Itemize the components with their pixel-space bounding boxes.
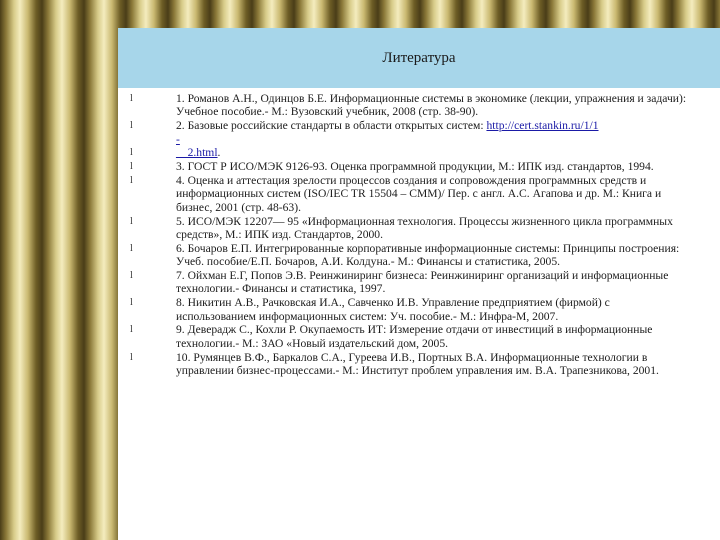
page-title: Литература — [382, 50, 456, 66]
list-item — [130, 92, 690, 119]
reference-text: 9. Деверадж С., Кохли Р. Окупаемость ИТ: Измерение отдачи от инвестиций в информационные технологии.- М.: ЗАО «Новый издательский дом, 2005. — [176, 323, 653, 350]
reference-text: 6. Бочаров Е.П. Интегрированные корпоративные информационные системы: Принципы построения: Учеб. пособие/Е.П. Бочаров, А.И. Колдуна.- М.: Финансы и статистика, 2005. — [176, 241, 680, 269]
list-item — [130, 351, 690, 378]
bullet-icon: l — [130, 297, 133, 309]
reference-link[interactable]: __2.html — [176, 146, 218, 160]
bullet-icon: l — [130, 175, 133, 186]
bullet-icon: l — [130, 161, 133, 173]
bullet-icon: l — [130, 242, 133, 254]
list-item — [130, 146, 690, 159]
reference-suffix: . — [217, 146, 221, 160]
reference-text: 10. Румянцев В.Ф., Баркалов С.А., Гуреева И.В., Портных В.А. Информационные технологии в управлении бизнес-процессами.- М.: Институт проблем управления им. В.А. Трапезникова, 2001. — [176, 350, 659, 378]
reference-text: 5. ИСО/МЭК 12207— 95 «Информационная технология. Процессы жизненного цикла программных средств», М.: ИПК изд. Стандартов, 2000. — [176, 214, 673, 242]
bullet-icon: l — [130, 93, 133, 104]
list-item — [130, 269, 690, 296]
list-item — [130, 296, 690, 323]
reference-link-continuation[interactable]: - — [176, 132, 180, 146]
bullet-icon: l — [130, 324, 133, 336]
list-item — [130, 323, 690, 350]
list-item — [130, 160, 690, 173]
reference-text: 7. Ойхман Е.Г, Попов Э.В. Реинжиниринг бизнеса: Реинжиниринг организаций и информационные технологии.- Финансы и статистика, 1997. — [176, 269, 669, 296]
reference-link[interactable]: http://cert.stankin.ru/1/1 — [486, 119, 599, 133]
list-item — [130, 242, 690, 269]
list-item — [130, 174, 690, 214]
bullet-icon: l — [130, 215, 133, 227]
reference-text: 8. Никитин А.В., Рачковская И.А., Савченко И.В. Управление предприятием (фирмой) с использованием информационных систем: Уч. пособие.- М.: Инфра-М, 2007. — [176, 296, 610, 323]
reference-text: 4. Оценка и аттестация зрелости процессов создания и сопровождения программных средств и информационных систем (ISO/IEC TR 15504 – CMM)/ Пер. с англ. А.С. Агапова и др. М.: Книга и бизнес, 2001 (стр. 48-63). — [176, 174, 662, 214]
bullet-icon: l — [130, 147, 133, 159]
list-item — [130, 215, 690, 242]
reference-text: 3. ГОСТ Р ИСО/МЭК 9126-93. Оценка программной продукции, М.: ИПК изд. стандартов, 1994. — [176, 160, 654, 174]
bullet-icon: l — [130, 270, 133, 282]
reference-text: 2. Базовые российские стандарты в области открытых систем: — [176, 119, 487, 133]
bullet-icon: l — [130, 120, 133, 132]
reference-text: 1. Романов А.Н., Одинцов Б.Е. Информационные системы в экономике (лекции, упражнения и задачи): Учебное пособие.- М.: Вузовский учебник, 2008 (стр. 38-90). — [176, 92, 687, 119]
reference-list — [130, 92, 690, 378]
bullet-icon: l — [130, 351, 133, 363]
list-item — [130, 119, 690, 146]
